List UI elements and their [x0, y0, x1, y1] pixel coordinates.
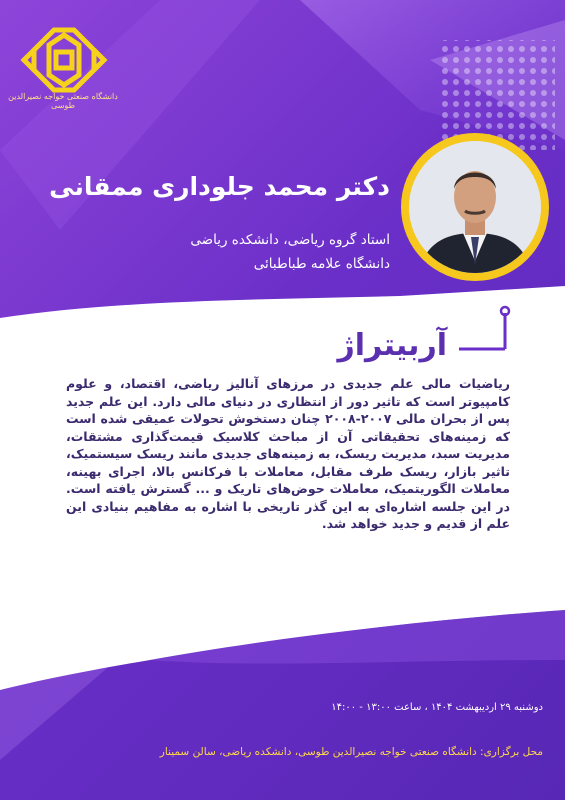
- speaker-affiliation: دانشگاه علامه طباطبائی: [253, 256, 390, 272]
- speaker-name: دکتر محمد جلوداری ممقانی: [49, 172, 390, 201]
- speaker-photo: [409, 141, 541, 273]
- speaker-title: استاد گروه ریاضی، دانشکده ریاضی: [190, 232, 390, 248]
- event-venue: محل برگزاری: دانشگاه صنعتی خواجه نصیرالدین طوسی، دانشکده ریاضی، سالن سمینار: [159, 746, 543, 758]
- event-date: دوشنبه ۲۹ اردیبهشت ۱۴۰۴ ، ساعت ۱۳:۰۰ - ۱۴:۰۰: [331, 702, 543, 713]
- topic-title: آربیتراژ: [337, 328, 447, 363]
- logo-caption: دانشگاه صنعتی خواجه نصیرالدین طوسی: [8, 92, 118, 110]
- topic-marker-icon: [459, 303, 511, 355]
- person-portrait-icon: [409, 141, 541, 273]
- topic-abstract: ریاضیات مالی علم جدیدی در مرزهای آنالیز ریاضی، اقتصاد، و علوم کامپیوتر است که تاثیر دور از انتظاری در دنیای مالی دارد. این علم جدید پس از بحران مالی ۲۰۰۷-۲۰۰۸ چنان دستخوش تحولات عمیقی شده است که زمینه‌های تحقیقاتی آن از مباحث کلاسیک قیمت‌گذاری مشتقات، مدیریت سبد، مدیریت ریسک، به زمینه‌های جدیدی مانند ریسک سیستمیک، تاثیر بازار، ریسک طرف مقابل، معاملات با فرکانس بالا، اجرای بهینه، معاملات الگوریتمیک، معاملات حوض‌های تاریک و ... گسترش یافته است. در این جلسه اشاره‌ای به این گذر تاریخی با اشاره به مفاهیم بنیادی این علم از قدیم و جدید خواهد شد.: [66, 376, 510, 531]
